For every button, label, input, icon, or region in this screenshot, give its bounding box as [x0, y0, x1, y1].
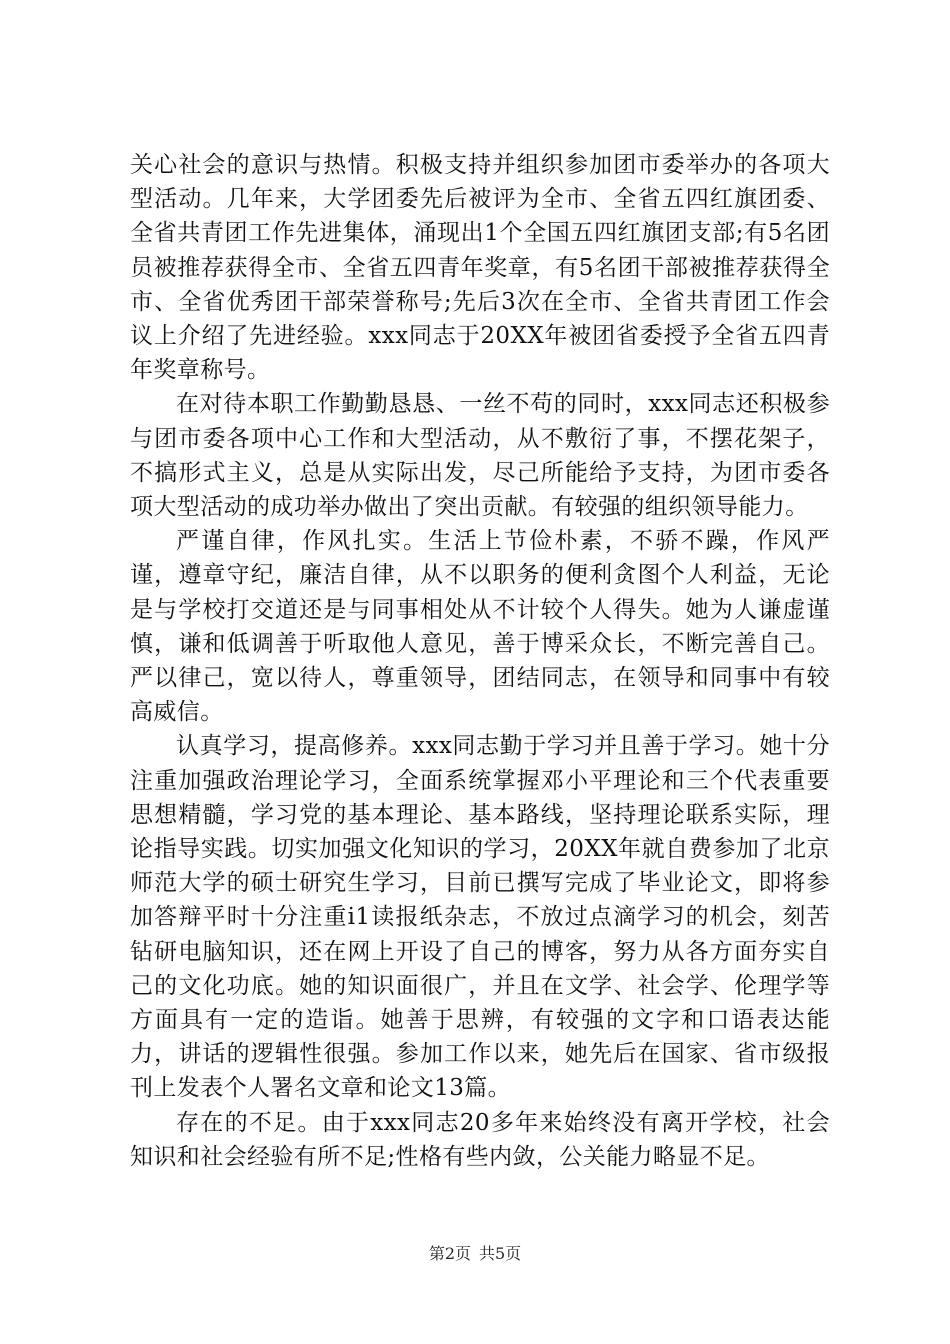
document-body — [130, 148, 830, 1174]
paragraph-work-attitude: 在对待本职工作勤勤恳恳、一丝不苟的同时，xxx同志还积极参与团市委各项中心工作和大型活动，从不敷衍了事，不摆花架子，不搞形式主义，总是从实际出发，尽己所能给予支持，为团市委各项大型活动的成功举办做出了突出贡献。有较强的组织领导能力。 — [130, 391, 830, 521]
page-number-total: 共5页 — [479, 1244, 522, 1263]
page-footer — [0, 1243, 950, 1265]
page-number-current: 第2页 — [428, 1244, 471, 1263]
paragraph-study: 认真学习，提高修养。xxx同志勤于学习并且善于学习。她十分注重加强政治理论学习，全面系统掌握邓小平理论和三个代表重要思想精髓，学习党的基本理论、基本路线，坚持理论联系实际，理论指导实践。切实加强文化知识的学习，20XX年就自费参加了北京师范大学的硕士研究生学习，目前已撰写完成了毕业论文，即将参加答辩平时十分注重i1读报纸杂志，不放过点滴学习的机会，刻苦钻研电脑知识，还在网上开设了自己的博客，努力从各方面夯实自己的文化功底。她的知识面很广，并且在文学、社会学、伦理学等方面具有一定的造诣。她善于思辨，有较强的文字和口语表达能力，讲话的逻辑性很强。参加工作以来，她先后在国家、省市级报刊上发表个人署名文章和论文13篇。 — [130, 733, 830, 1102]
paragraph-continuation: 关心社会的意识与热情。积极支持并组织参加团市委举办的各项大型活动。几年来，大学团委先后被评为全市、全省五四红旗团委、全省共青团工作先进集体，涌现出1个全国五四红旗团支部;有5名团员被推荐获得全市、全省五四青年奖章，有5名团干部被推荐获得全市、全省优秀团干部荣誉称号;先后3次在全市、全省共青团工作会议上介绍了先进经验。xxx同志于20XX年被团省委授予全省五四青年奖章称号。 — [130, 152, 830, 384]
paragraph-self-discipline: 严谨自律，作风扎实。生活上节俭朴素，不骄不躁，作风严谨，遵章守纪，廉洁自律，从不以职务的便利贪图个人利益，无论是与学校打交道还是与同事相处从不计较个人得失。她为人谦虚谨慎，谦和低调善于听取他人意见，善于博采众长，不断完善自己。严以律己，宽以待人，尊重领导，团结同志，在领导和同事中有较高威信。 — [130, 528, 830, 726]
paragraph-shortcomings: 存在的不足。由于xxx同志20多年来始终没有离开学校，社会知识和社会经验有所不足;性格有些内敛，公关能力略显不足。 — [130, 1109, 830, 1170]
